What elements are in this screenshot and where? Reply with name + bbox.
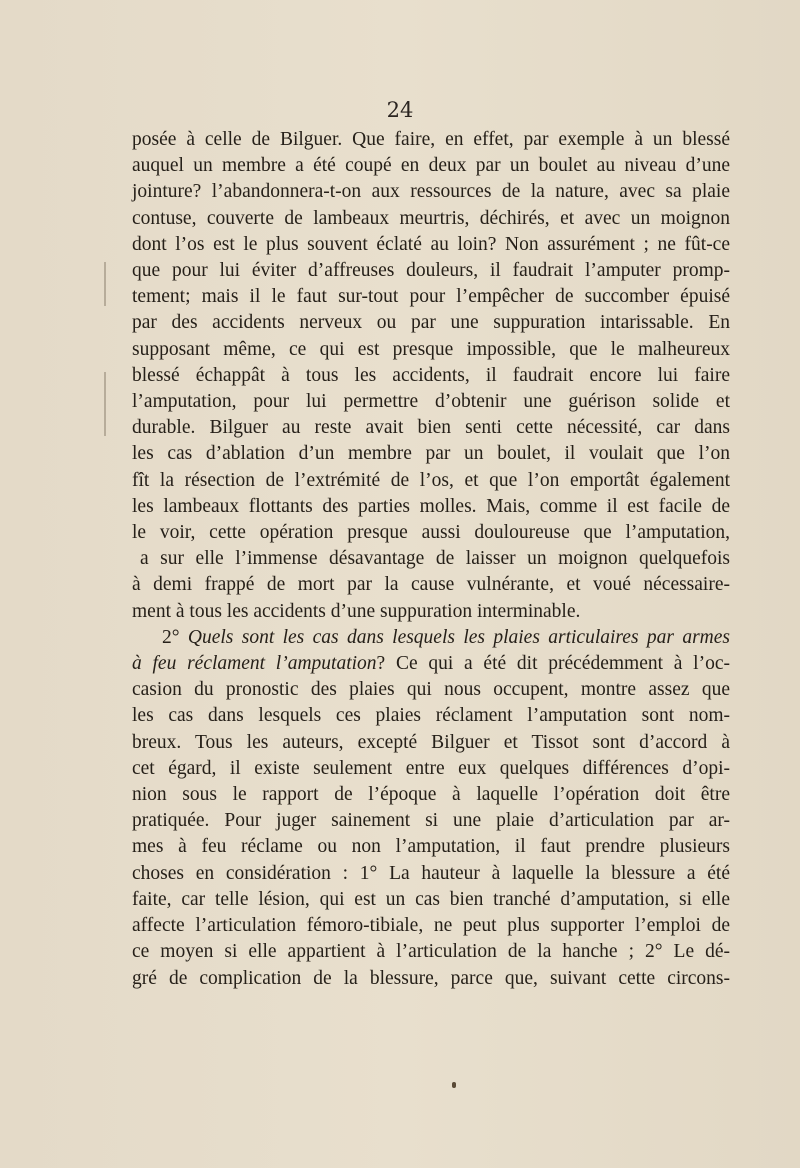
text-line: à demi frappé de mort par la cause vulnérante, et voué nécessaire-: [132, 574, 730, 596]
text-line: nion sous le rapport de l’époque à laquelle l’opération doit être: [132, 784, 730, 806]
text-line: gré de complication de la blessure, parce que, suivant cette circons-: [132, 967, 730, 989]
paper-stain: [452, 1082, 456, 1088]
margin-pencil-mark: [104, 262, 106, 306]
text-line: dont l’os est le plus souvent éclaté au loin? Non assurément ; ne fût-ce: [132, 233, 730, 255]
text-line: affecte l’articulation fémoro-tibiale, ne peut plus supporter l’emploi de: [132, 915, 730, 937]
text-line: par des accidents nerveux ou par une suppuration intarissable. En: [132, 312, 730, 334]
question-number: 2°: [162, 626, 188, 648]
text-line: choses en considération : 1° La hauteur à laquelle la blessure a été: [132, 862, 730, 884]
text-line: casion du pronostic des plaies qui nous occupent, montre assez que: [132, 679, 730, 701]
text-line: breux. Tous les auteurs, excepté Bilguer et Tissot sont d’accord à: [132, 731, 730, 753]
text-line: blessé échappât à tous les accidents, il faudrait encore lui faire: [132, 364, 730, 386]
text-line: faite, car telle lésion, qui est un cas bien tranché d’amputation, si elle: [132, 888, 730, 910]
text-line: a sur elle l’immense désavantage de laisser un moignon quelquefois: [140, 548, 730, 570]
text-line: les cas dans lesquels ces plaies réclament l’amputation sont nom-: [132, 705, 730, 727]
text-line: supposant même, ce qui est presque impossible, que le malheureux: [132, 338, 730, 360]
text-line: durable. Bilguer au reste avait bien senti cette nécessité, car dans: [132, 417, 730, 439]
page-body-text: [132, 127, 730, 992]
question-italic-text: à feu réclament l’amputation: [132, 653, 377, 675]
question-continuation: ? Ce qui a été dit précédemment à l’oc-: [376, 653, 730, 675]
text-line: jointure? l’abandonnera-t-on aux ressources de la nature, avec sa plaie: [132, 181, 730, 203]
text-line: l’amputation, pour lui permettre d’obtenir une guérison solide et: [132, 391, 730, 413]
text-line: posée à celle de Bilguer. Que faire, en effet, par exemple à un blessé: [132, 129, 730, 150]
text-line: tement; mais il le faut sur-tout pour l’empêcher de succomber épuisé: [132, 286, 730, 308]
text-line: les cas d’ablation d’un membre par un boulet, il voulait que l’on: [132, 443, 730, 465]
text-line: les lambeaux flottants des parties molles. Mais, comme il est facile de: [132, 495, 730, 517]
question-italic-text: Quels sont les cas dans lesquels les plaies articulaires par armes: [187, 626, 730, 648]
text-line: auquel un membre a été coupé en deux par un boulet au niveau d’une: [132, 155, 730, 177]
text-line: que pour lui éviter d’affreuses douleurs, il faudrait l’amputer promp-: [132, 260, 730, 282]
text-line: mes à feu réclame ou non l’amputation, il faut prendre plusieurs: [132, 836, 730, 858]
text-line: le voir, cette opération presque aussi douloureuse que l’amputation,: [132, 522, 730, 544]
page-number: 24: [386, 98, 414, 122]
text-line: contuse, couverte de lambeaux meurtris, déchirés, et avec un moignon: [132, 207, 730, 229]
text-line: fît la résection de l’extrémité de l’os, et que l’on emportât également: [132, 469, 730, 491]
text-line: pratiquée. Pour juger sainement si une plaie d’articulation par ar-: [132, 810, 730, 832]
question-heading-line: [132, 625, 730, 651]
question-heading-line: [132, 651, 730, 677]
margin-pencil-mark: [104, 372, 106, 436]
text-line: cet égard, il existe seulement entre eux quelques différences d’opi-: [132, 757, 730, 779]
text-line: ment à tous les accidents d’une suppuration interminable.: [132, 600, 581, 622]
text-line: ce moyen si elle appartient à l’articulation de la hanche ; 2° Le dé-: [132, 941, 730, 963]
